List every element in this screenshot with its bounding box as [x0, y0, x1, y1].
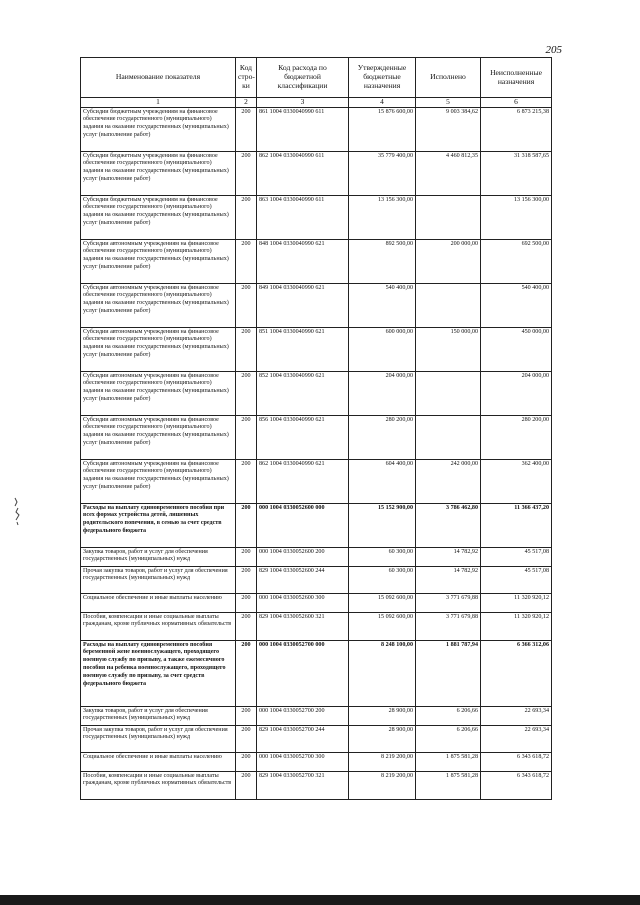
page-number: 205 — [545, 44, 562, 56]
row-classification-cell: 852 1004 0330040990 621 — [257, 371, 349, 415]
row-name-cell: Расходы на выплату единовременного пособия при всех формах устройства детей, лишенных родительского попечения, в семью за счет средств федерального бюджета — [81, 503, 236, 547]
row-code-cell: 200 — [236, 752, 257, 771]
row-executed-cell: 4 460 812,35 — [416, 151, 481, 195]
table-row — [81, 503, 552, 547]
row-name-cell: Субсидии бюджетным учреждениям на финансовое обеспечение государственного (муниципального) задания на оказание государственных (муниципальных) услуг (выполнение работ) — [81, 151, 236, 195]
row-classification-cell: 848 1004 0330040990 621 — [257, 239, 349, 283]
table-row — [81, 371, 552, 415]
table-body — [81, 107, 552, 799]
column-number: 2 — [236, 98, 257, 108]
row-unexecuted-cell: 540 400,00 — [481, 283, 552, 327]
row-name-cell: Субсидии автономным учреждениям на финансовое обеспечение государственного (муниципального) задания на оказание государственных (муниципальных) услуг (выполнение работ) — [81, 327, 236, 371]
row-code-cell: 200 — [236, 283, 257, 327]
row-classification-cell: 000 1004 0330052600 200 — [257, 547, 349, 566]
row-code-cell: 200 — [236, 327, 257, 371]
row-code-cell: 200 — [236, 566, 257, 593]
row-executed-cell: 6 206,66 — [416, 725, 481, 752]
table-row — [81, 640, 552, 706]
row-executed-cell: 14 782,92 — [416, 566, 481, 593]
row-approved-cell: 60 300,00 — [349, 566, 416, 593]
row-code-cell: 200 — [236, 612, 257, 640]
row-unexecuted-cell: 22 693,34 — [481, 706, 552, 725]
row-approved-cell: 15 092 600,00 — [349, 593, 416, 612]
column-number: 6 — [481, 98, 552, 108]
table-row — [81, 547, 552, 566]
table-row — [81, 107, 552, 151]
row-executed-cell: 1 875 581,28 — [416, 752, 481, 771]
row-executed-cell: 1 881 787,94 — [416, 640, 481, 706]
column-header-executed: Исполнено — [416, 58, 481, 98]
row-unexecuted-cell: 6 343 618,72 — [481, 771, 552, 799]
row-unexecuted-cell: 204 000,00 — [481, 371, 552, 415]
table-row — [81, 459, 552, 503]
row-name-cell: Субсидии бюджетным учреждениям на финансовое обеспечение государственного (муниципального) задания на оказание государственных (муниципальных) услуг (выполнение работ) — [81, 107, 236, 151]
row-approved-cell: 604 400,00 — [349, 459, 416, 503]
column-header-classification: Код расхода по бюджетной классификации — [257, 58, 349, 98]
column-number: 1 — [81, 98, 236, 108]
row-name-cell: Закупка товаров, работ и услуг для обеспечения государственных (муниципальных) нужд — [81, 706, 236, 725]
column-number: 5 — [416, 98, 481, 108]
row-executed-cell: 6 206,66 — [416, 706, 481, 725]
table-row — [81, 752, 552, 771]
row-name-cell: Субсидии автономным учреждениям на финансовое обеспечение государственного (муниципального) задания на оказание государственных (муниципальных) услуг (выполнение работ) — [81, 459, 236, 503]
row-code-cell: 200 — [236, 547, 257, 566]
row-name-cell: Субсидии автономным учреждениям на финансовое обеспечение государственного (муниципального) задания на оказание государственных (муниципальных) услуг (выполнение работ) — [81, 371, 236, 415]
row-classification-cell: 863 1004 0330040990 611 — [257, 195, 349, 239]
column-number: 4 — [349, 98, 416, 108]
row-name-cell: Расходы на выплату единовременного пособия беременной жене военнослужащего, проходящего военную службу по призыву, а также ежемесячного пособия на ребенка военнослужащего, проходящего военную службу по призыву, за счет средств федерального бюджета — [81, 640, 236, 706]
table-row — [81, 706, 552, 725]
row-name-cell: Субсидии автономным учреждениям на финансовое обеспечение государственного (муниципального) задания на оказание государственных (муниципальных) услуг (выполнение работ) — [81, 239, 236, 283]
row-approved-cell: 28 900,00 — [349, 706, 416, 725]
column-number: 3 — [257, 98, 349, 108]
row-unexecuted-cell: 11 320 920,12 — [481, 593, 552, 612]
row-approved-cell: 15 092 600,00 — [349, 612, 416, 640]
row-executed-cell: 150 000,00 — [416, 327, 481, 371]
row-unexecuted-cell: 692 500,00 — [481, 239, 552, 283]
column-header-code: Код стро-ки — [236, 58, 257, 98]
row-approved-cell: 15 152 900,00 — [349, 503, 416, 547]
row-code-cell: 200 — [236, 107, 257, 151]
row-name-cell: Субсидии автономным учреждениям на финансовое обеспечение государственного (муниципального) задания на оказание государственных (муниципальных) услуг (выполнение работ) — [81, 283, 236, 327]
row-unexecuted-cell: 22 693,34 — [481, 725, 552, 752]
table-row — [81, 415, 552, 459]
row-name-cell: Субсидии автономным учреждениям на финансовое обеспечение государственного (муниципального) задания на оказание государственных (муниципальных) услуг (выполнение работ) — [81, 415, 236, 459]
row-code-cell: 200 — [236, 725, 257, 752]
row-classification-cell: 829 1004 0330052700 244 — [257, 725, 349, 752]
table-row — [81, 725, 552, 752]
table-row — [81, 593, 552, 612]
row-code-cell: 200 — [236, 503, 257, 547]
row-name-cell: Прочая закупка товаров, работ и услуг для обеспечения государственных (муниципальных) нужд — [81, 725, 236, 752]
row-executed-cell — [416, 283, 481, 327]
row-unexecuted-cell: 45 517,08 — [481, 566, 552, 593]
row-name-cell: Субсидии бюджетным учреждениям на финансовое обеспечение государственного (муниципального) задания на оказание государственных (муниципальных) услуг (выполнение работ) — [81, 195, 236, 239]
row-approved-cell: 60 300,00 — [349, 547, 416, 566]
row-approved-cell: 35 779 400,00 — [349, 151, 416, 195]
row-unexecuted-cell: 45 517,08 — [481, 547, 552, 566]
row-code-cell: 200 — [236, 640, 257, 706]
row-approved-cell: 28 900,00 — [349, 725, 416, 752]
row-classification-cell: 000 1004 0330052700 300 — [257, 752, 349, 771]
row-unexecuted-cell: 450 000,00 — [481, 327, 552, 371]
row-executed-cell — [416, 195, 481, 239]
table-row — [81, 612, 552, 640]
row-name-cell: Социальное обеспечение и иные выплаты населению — [81, 593, 236, 612]
row-name-cell: Пособия, компенсации и иные социальные выплаты гражданам, кроме публичных нормативных обязательств — [81, 612, 236, 640]
row-classification-cell: 000 1004 0330052700 200 — [257, 706, 349, 725]
budget-execution-table — [80, 57, 552, 800]
row-code-cell: 200 — [236, 593, 257, 612]
row-executed-cell: 1 875 581,28 — [416, 771, 481, 799]
row-executed-cell — [416, 415, 481, 459]
table-row — [81, 239, 552, 283]
row-classification-cell: 861 1004 0330040990 611 — [257, 107, 349, 151]
row-classification-cell: 000 1004 0330052600 300 — [257, 593, 349, 612]
row-name-cell: Социальное обеспечение и иные выплаты населению — [81, 752, 236, 771]
table-header-row — [81, 58, 552, 98]
table-row — [81, 327, 552, 371]
row-classification-cell: 849 1004 0330040990 621 — [257, 283, 349, 327]
margin-ink-mark — [12, 496, 22, 526]
row-executed-cell — [416, 371, 481, 415]
row-classification-cell: 829 1004 0330052700 321 — [257, 771, 349, 799]
table-row — [81, 566, 552, 593]
row-approved-cell: 15 876 600,00 — [349, 107, 416, 151]
row-executed-cell: 9 003 384,62 — [416, 107, 481, 151]
row-name-cell: Пособия, компенсации и иные социальные выплаты гражданам, кроме публичных нормативных обязательств — [81, 771, 236, 799]
row-executed-cell: 3 771 679,88 — [416, 612, 481, 640]
row-name-cell: Прочая закупка товаров, работ и услуг для обеспечения государственных (муниципальных) нужд — [81, 566, 236, 593]
row-executed-cell: 200 000,00 — [416, 239, 481, 283]
row-classification-cell: 851 1004 0330040990 621 — [257, 327, 349, 371]
row-approved-cell: 8 248 100,00 — [349, 640, 416, 706]
column-header-name: Наименование показателя — [81, 58, 236, 98]
row-approved-cell: 8 219 200,00 — [349, 752, 416, 771]
row-unexecuted-cell: 11 320 920,12 — [481, 612, 552, 640]
column-header-approved: Утвержденные бюджетные назначения — [349, 58, 416, 98]
row-code-cell: 200 — [236, 151, 257, 195]
row-code-cell: 200 — [236, 239, 257, 283]
table-row — [81, 151, 552, 195]
row-code-cell: 200 — [236, 459, 257, 503]
column-header-unexecuted: Неисполненные назначения — [481, 58, 552, 98]
table-row — [81, 195, 552, 239]
row-code-cell: 200 — [236, 371, 257, 415]
row-classification-cell: 862 1004 0330040990 621 — [257, 459, 349, 503]
row-unexecuted-cell: 13 156 300,00 — [481, 195, 552, 239]
row-name-cell: Закупка товаров, работ и услуг для обеспечения государственных (муниципальных) нужд — [81, 547, 236, 566]
row-unexecuted-cell: 280 200,00 — [481, 415, 552, 459]
row-approved-cell: 892 500,00 — [349, 239, 416, 283]
row-unexecuted-cell: 362 400,00 — [481, 459, 552, 503]
row-classification-cell: 000 1004 0330052600 000 — [257, 503, 349, 547]
row-approved-cell: 13 156 300,00 — [349, 195, 416, 239]
column-number-row — [81, 98, 552, 108]
row-code-cell: 200 — [236, 706, 257, 725]
row-executed-cell: 3 771 679,88 — [416, 593, 481, 612]
row-unexecuted-cell: 11 366 437,20 — [481, 503, 552, 547]
row-unexecuted-cell: 6 873 215,38 — [481, 107, 552, 151]
row-approved-cell: 540 400,00 — [349, 283, 416, 327]
row-unexecuted-cell: 6 343 618,72 — [481, 752, 552, 771]
row-executed-cell: 14 782,92 — [416, 547, 481, 566]
row-approved-cell: 204 000,00 — [349, 371, 416, 415]
row-classification-cell: 000 1004 0330052700 000 — [257, 640, 349, 706]
row-code-cell: 200 — [236, 771, 257, 799]
table-row — [81, 771, 552, 799]
row-approved-cell: 280 200,00 — [349, 415, 416, 459]
table-row — [81, 283, 552, 327]
row-unexecuted-cell: 31 318 587,65 — [481, 151, 552, 195]
scan-bottom-edge — [0, 895, 640, 905]
row-approved-cell: 8 219 200,00 — [349, 771, 416, 799]
row-code-cell: 200 — [236, 415, 257, 459]
row-classification-cell: 856 1004 0330040990 621 — [257, 415, 349, 459]
row-executed-cell: 242 000,00 — [416, 459, 481, 503]
row-approved-cell: 600 000,00 — [349, 327, 416, 371]
row-code-cell: 200 — [236, 195, 257, 239]
row-classification-cell: 862 1004 0330040990 611 — [257, 151, 349, 195]
row-executed-cell: 3 786 462,80 — [416, 503, 481, 547]
row-classification-cell: 829 1004 0330052600 321 — [257, 612, 349, 640]
row-unexecuted-cell: 6 366 312,06 — [481, 640, 552, 706]
row-classification-cell: 829 1004 0330052600 244 — [257, 566, 349, 593]
